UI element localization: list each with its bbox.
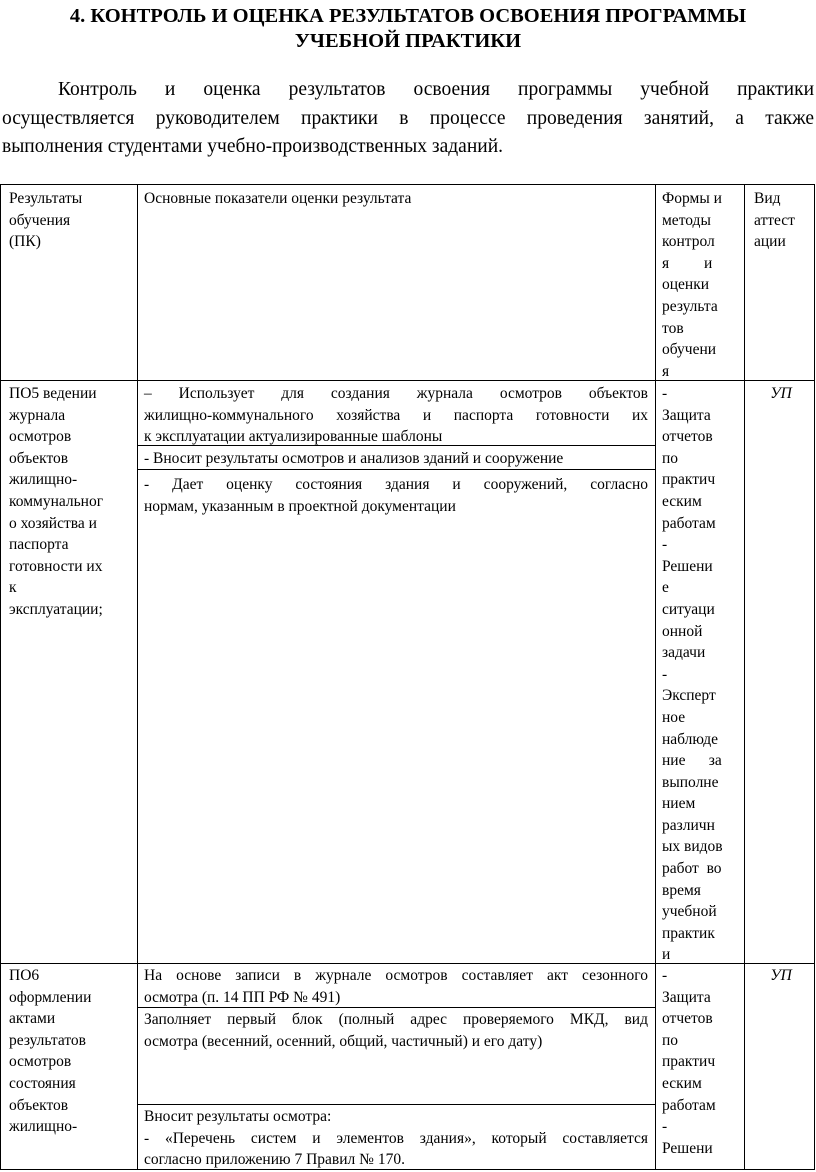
po6-result: ПО6 оформлении актами результатов осмотров состояния объектов жилищно-	[9, 967, 92, 1136]
table-border-top	[0, 184, 815, 185]
col-divider-2	[655, 184, 656, 1170]
header-forms: Формы и методы контрол я и оценки результа тов обучени я	[662, 190, 722, 380]
ind-divider-4	[137, 1104, 656, 1105]
po6-attestation: УП	[770, 967, 792, 984]
intro-line-3: выполнения студентами учебно-производственных заданий.	[2, 136, 504, 157]
col-divider-3	[744, 184, 745, 1170]
header-results: Результаты обучения (ПК)	[9, 190, 83, 251]
heading-line-2: УЧЕБНОЙ ПРАКТИКИ	[294, 30, 522, 52]
header-indicators: Основные показатели оценки результата	[144, 190, 412, 207]
heading-line-1: 4. КОНТРОЛЬ И ОЦЕНКА РЕЗУЛЬТАТОВ ОСВОЕНИЯ ПРОГРАММЫ	[69, 5, 747, 27]
section-heading	[0, 4, 816, 54]
results-table	[0, 184, 815, 1170]
po6-indicator-2: Заполняет первый блок (полный адрес проверяемого МКД, вид осмотра (весенний, осенний, общий, частичный) и его дату)	[144, 1011, 648, 1050]
table-border-right	[814, 184, 815, 1170]
col-divider-1	[137, 184, 138, 1170]
intro-paragraph	[2, 76, 814, 162]
po5-attestation: УП	[770, 385, 792, 402]
po5-forms: - Защита отчетов по практич еским работам - Решени е ситуаци онной задачи - Эксперт ное наблюде ние за выполне нием различн ых видов работ во время учебной практик и	[662, 385, 723, 964]
po6-indicator-1: На основе записи в журнале осмотров составляет акт сезонного осмотра (п. 14 ПП РФ № 491)	[144, 967, 648, 1006]
po6-forms: - Защита отчетов по практич еским работам - Решени	[662, 967, 716, 1157]
po5-indicator-1: – Использует для создания журнала осмотров объектов жилищно-коммунального хозяйства и паспорта готовности их к эксплуатации актуализированные шаблоны	[144, 385, 648, 446]
intro-line-1: Контроль и оценка результатов освоения программы учебной практики	[58, 79, 814, 100]
po6-indicator-3: Вносит результаты осмотра: - «Перечень систем и элементов здания», который составляется согласно приложению 7 Правил № 170.	[144, 1108, 648, 1169]
po5-result: ПО5 ведении журнала осмотров объектов жилищно- коммунальног о хозяйства и паспорта готовности их к эксплуатации;	[9, 385, 104, 618]
po5-indicator-3: - Дает оценку состояния здания и сооружений, согласно нормам, указанным в проектной документации	[144, 476, 648, 515]
po5-indicator-2: - Вносит результаты осмотров и анализов зданий и сооружение	[144, 450, 564, 467]
intro-line-2: осуществляется руководителем практики в процессе проведения занятий, а также	[2, 107, 814, 129]
header-attestation: Вид аттест ации	[754, 190, 795, 251]
table-border-left	[0, 184, 1, 1170]
